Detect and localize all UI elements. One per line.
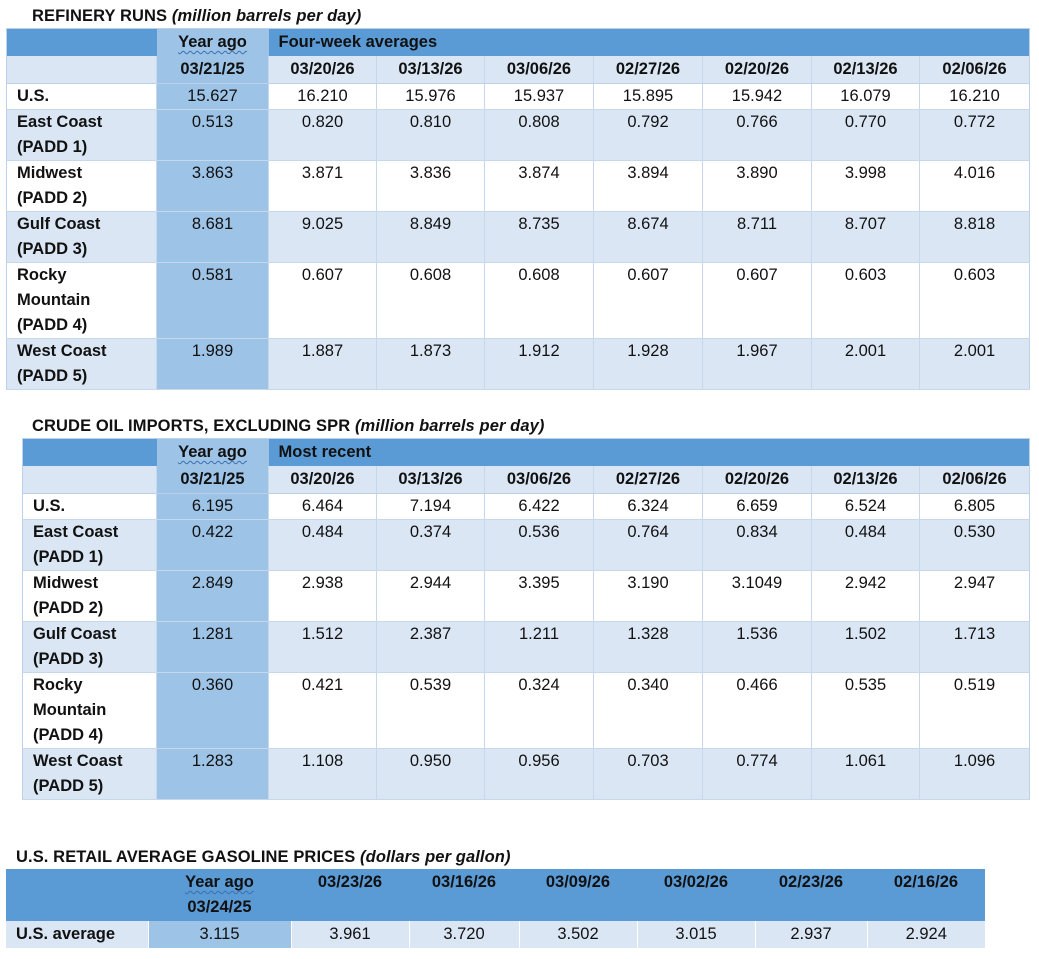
date-cell: 02/06/26 <box>920 466 1030 494</box>
value-cell: 3.502 <box>519 921 637 948</box>
value-cell: 1.887 <box>269 339 377 390</box>
value-cell: 0.603 <box>812 263 920 339</box>
crude-imports-table <box>22 438 1030 800</box>
value-cell: 6.805 <box>920 494 1030 520</box>
value-cell: 1.061 <box>812 749 920 800</box>
value-cell: 0.820 <box>269 110 377 161</box>
table-row <box>23 494 1030 520</box>
value-cell: 0.519 <box>920 673 1030 749</box>
row-label: West Coast (PADD 5) <box>7 339 157 390</box>
row-label: East Coast (PADD 1) <box>7 110 157 161</box>
date-cell: 03/20/26 <box>269 466 377 494</box>
value-cell: 3.836 <box>377 161 485 212</box>
row-label: U.S. average <box>6 921 148 948</box>
value-cell: 3.961 <box>291 921 409 948</box>
value-cell: 8.849 <box>377 212 485 263</box>
value-cell: 1.989 <box>157 339 269 390</box>
value-cell: 0.764 <box>594 520 703 571</box>
value-cell: 7.194 <box>377 494 485 520</box>
value-cell: 6.195 <box>157 494 269 520</box>
row-label: Gulf Coast (PADD 3) <box>7 212 157 263</box>
value-cell: 16.210 <box>920 84 1030 110</box>
date-cell: 03/13/26 <box>377 466 485 494</box>
value-cell: 2.937 <box>755 921 867 948</box>
refinery-date-row <box>7 56 1030 84</box>
table-row <box>7 212 1030 263</box>
value-cell: 2.387 <box>377 622 485 673</box>
row-label: U.S. <box>23 494 157 520</box>
value-cell: 3.998 <box>812 161 920 212</box>
value-cell: 3.894 <box>594 161 703 212</box>
value-cell: 15.627 <box>157 84 269 110</box>
table-row <box>23 622 1030 673</box>
row-label: Rocky Mountain (PADD 4) <box>23 673 157 749</box>
value-cell: 8.674 <box>594 212 703 263</box>
value-cell: 0.324 <box>485 673 594 749</box>
value-cell: 3.720 <box>409 921 519 948</box>
value-cell: 0.834 <box>703 520 812 571</box>
value-cell: 0.340 <box>594 673 703 749</box>
most-recent-label: Most recent <box>269 439 1030 467</box>
value-cell: 0.770 <box>812 110 920 161</box>
value-cell: 3.395 <box>485 571 594 622</box>
value-cell: 15.976 <box>377 84 485 110</box>
row-label: Midwest (PADD 2) <box>7 161 157 212</box>
table-row <box>7 110 1030 161</box>
value-cell: 0.535 <box>812 673 920 749</box>
value-cell: 15.937 <box>485 84 594 110</box>
value-cell: 0.950 <box>377 749 485 800</box>
value-cell: 1.873 <box>377 339 485 390</box>
gasoline-us-average-row <box>6 921 985 948</box>
value-cell: 3.115 <box>148 921 291 948</box>
value-cell: 6.324 <box>594 494 703 520</box>
table-row <box>7 84 1030 110</box>
value-cell: 15.942 <box>703 84 812 110</box>
row-label: Midwest (PADD 2) <box>23 571 157 622</box>
table-row <box>23 749 1030 800</box>
crude-imports-title: CRUDE OIL IMPORTS, EXCLUDING SPR (million barrels per day) <box>32 417 545 435</box>
value-cell: 0.484 <box>269 520 377 571</box>
value-cell: 8.818 <box>920 212 1030 263</box>
row-label: Rocky Mountain (PADD 4) <box>7 263 157 339</box>
value-cell: 0.603 <box>920 263 1030 339</box>
value-cell: 1.283 <box>157 749 269 800</box>
refinery-header-bar <box>7 29 1030 57</box>
value-cell: 1.328 <box>594 622 703 673</box>
value-cell: 0.792 <box>594 110 703 161</box>
value-cell: 1.502 <box>812 622 920 673</box>
value-cell: 0.810 <box>377 110 485 161</box>
date-cell: 03/06/26 <box>485 56 594 84</box>
value-cell: 15.895 <box>594 84 703 110</box>
refinery-runs-section <box>6 4 1030 390</box>
gasoline-title: U.S. RETAIL AVERAGE GASOLINE PRICES (dollars per gallon) <box>16 848 511 866</box>
year-ago-label: Year ago <box>157 439 269 467</box>
table-row <box>23 673 1030 749</box>
date-cell: 03/16/26 <box>409 869 519 921</box>
value-cell: 6.422 <box>485 494 594 520</box>
value-cell: 0.766 <box>703 110 812 161</box>
value-cell: 8.681 <box>157 212 269 263</box>
value-cell: 16.210 <box>269 84 377 110</box>
row-label: West Coast (PADD 5) <box>23 749 157 800</box>
value-cell: 6.524 <box>812 494 920 520</box>
value-cell: 2.001 <box>920 339 1030 390</box>
value-cell: 0.422 <box>157 520 269 571</box>
value-cell: 2.944 <box>377 571 485 622</box>
refinery-runs-title: REFINERY RUNS (million barrels per day) <box>32 7 362 25</box>
value-cell: 6.659 <box>703 494 812 520</box>
value-cell: 0.703 <box>594 749 703 800</box>
date-cell: 02/13/26 <box>812 56 920 84</box>
value-cell: 0.608 <box>485 263 594 339</box>
value-cell: 2.942 <box>812 571 920 622</box>
value-cell: 3.015 <box>637 921 755 948</box>
date-cell: 03/23/26 <box>291 869 409 921</box>
imports-date-row <box>23 466 1030 494</box>
gasoline-header <box>6 869 985 921</box>
value-cell: 0.772 <box>920 110 1030 161</box>
date-cell: 02/06/26 <box>920 56 1030 84</box>
date-cell: 02/27/26 <box>594 466 703 494</box>
table-row <box>23 571 1030 622</box>
value-cell: 0.484 <box>812 520 920 571</box>
value-cell: 2.001 <box>812 339 920 390</box>
value-cell: 1.512 <box>269 622 377 673</box>
value-cell: 1.967 <box>703 339 812 390</box>
value-cell: 1.096 <box>920 749 1030 800</box>
value-cell: 0.808 <box>485 110 594 161</box>
value-cell: 1.928 <box>594 339 703 390</box>
refinery-body <box>7 84 1030 390</box>
value-cell: 2.924 <box>867 921 985 948</box>
value-cell: 0.607 <box>703 263 812 339</box>
date-cell: 03/21/25 <box>157 56 269 84</box>
value-cell: 0.539 <box>377 673 485 749</box>
date-cell: 03/21/25 <box>157 466 269 494</box>
date-cell: 03/09/26 <box>519 869 637 921</box>
value-cell: 8.735 <box>485 212 594 263</box>
row-label: U.S. <box>7 84 157 110</box>
year-ago-label: Year ago 03/24/25 <box>148 869 291 921</box>
gasoline-table <box>6 869 985 948</box>
value-cell: 0.360 <box>157 673 269 749</box>
value-cell: 9.025 <box>269 212 377 263</box>
value-cell: 0.581 <box>157 263 269 339</box>
value-cell: 3.1049 <box>703 571 812 622</box>
table-row <box>7 339 1030 390</box>
date-cell: 03/13/26 <box>377 56 485 84</box>
value-cell: 0.774 <box>703 749 812 800</box>
date-cell: 03/20/26 <box>269 56 377 84</box>
value-cell: 1.108 <box>269 749 377 800</box>
value-cell: 1.713 <box>920 622 1030 673</box>
value-cell: 8.711 <box>703 212 812 263</box>
value-cell: 8.707 <box>812 212 920 263</box>
table-row <box>23 520 1030 571</box>
value-cell: 3.871 <box>269 161 377 212</box>
value-cell: 1.536 <box>703 622 812 673</box>
table-row <box>7 263 1030 339</box>
date-cell: 02/16/26 <box>867 869 985 921</box>
refinery-runs-table <box>6 28 1030 390</box>
averages-label: Four-week averages <box>269 29 1030 57</box>
value-cell: 0.513 <box>157 110 269 161</box>
value-cell: 4.016 <box>920 161 1030 212</box>
date-cell: 03/02/26 <box>637 869 755 921</box>
value-cell: 2.938 <box>269 571 377 622</box>
crude-imports-section <box>22 414 1030 800</box>
value-cell: 3.190 <box>594 571 703 622</box>
year-ago-label: Year ago <box>157 29 269 57</box>
value-cell: 3.874 <box>485 161 594 212</box>
date-cell: 02/23/26 <box>755 869 867 921</box>
date-cell: 02/13/26 <box>812 466 920 494</box>
row-label: Gulf Coast (PADD 3) <box>23 622 157 673</box>
table-row <box>7 161 1030 212</box>
date-cell: 02/20/26 <box>703 56 812 84</box>
gasoline-section <box>6 845 985 948</box>
value-cell: 3.890 <box>703 161 812 212</box>
value-cell: 0.607 <box>594 263 703 339</box>
value-cell: 0.374 <box>377 520 485 571</box>
row-label: East Coast (PADD 1) <box>23 520 157 571</box>
value-cell: 3.863 <box>157 161 269 212</box>
value-cell: 6.464 <box>269 494 377 520</box>
value-cell: 2.947 <box>920 571 1030 622</box>
date-cell: 03/06/26 <box>485 466 594 494</box>
value-cell: 2.849 <box>157 571 269 622</box>
value-cell: 0.530 <box>920 520 1030 571</box>
value-cell: 1.912 <box>485 339 594 390</box>
value-cell: 1.281 <box>157 622 269 673</box>
imports-header-bar <box>23 439 1030 467</box>
value-cell: 0.421 <box>269 673 377 749</box>
value-cell: 1.211 <box>485 622 594 673</box>
value-cell: 0.607 <box>269 263 377 339</box>
date-cell: 02/20/26 <box>703 466 812 494</box>
value-cell: 16.079 <box>812 84 920 110</box>
imports-body <box>23 494 1030 800</box>
value-cell: 0.956 <box>485 749 594 800</box>
value-cell: 0.466 <box>703 673 812 749</box>
value-cell: 0.536 <box>485 520 594 571</box>
value-cell: 0.608 <box>377 263 485 339</box>
date-cell: 02/27/26 <box>594 56 703 84</box>
